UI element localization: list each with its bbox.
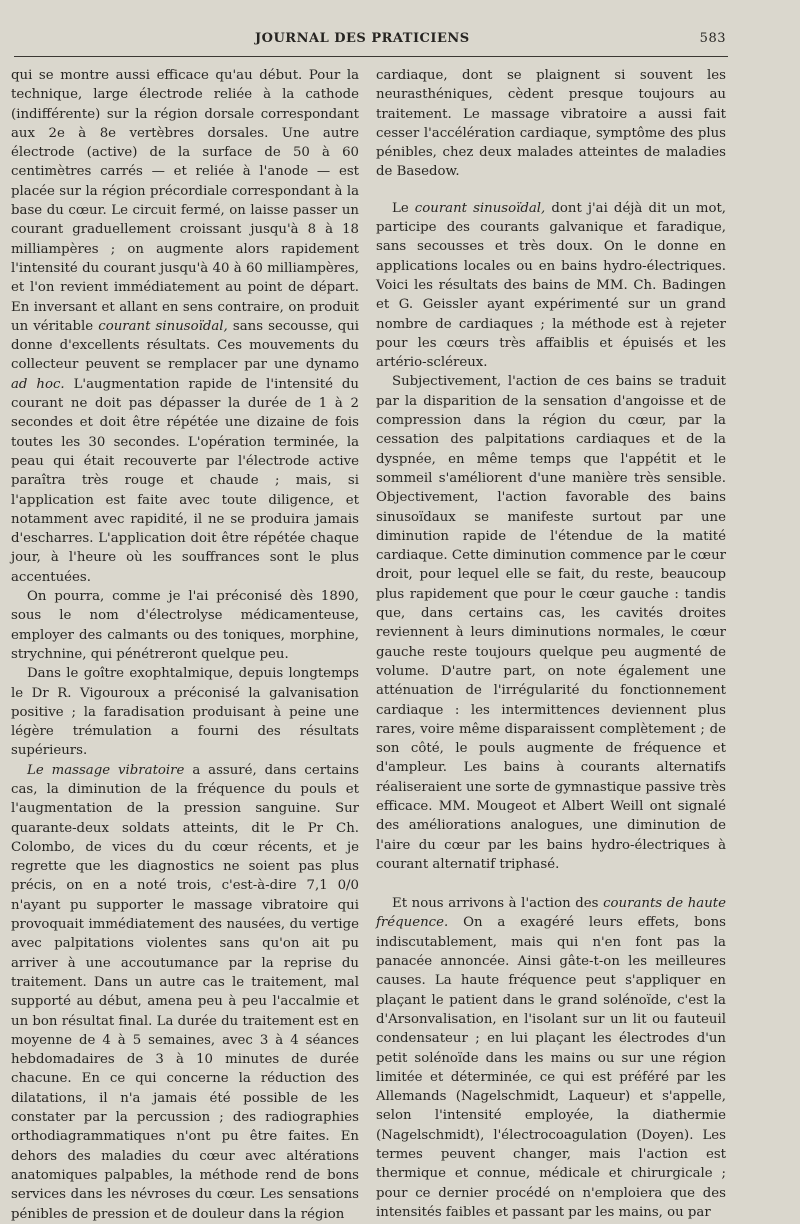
italic-term: courants de haute fréquence. (376, 896, 726, 931)
paragraph: Dans le goître exophtalmique, depuis longtemps le Dr R. Vigouroux a préconisé la galvanisation positive ; la faradisation produisant à peine une légère trémulation a fourni des résultats supérieurs. (11, 666, 359, 759)
paragraph: On pourra, comme je l'ai préconisé dès 1890, sous le nom d'électrolyse médicamenteuse, employer des calmants ou des toniques, morphine, strychnine, qui pénétreront quelque peu. (11, 589, 359, 662)
italic-term: courant sinusoïdal, (98, 318, 228, 334)
text-run: sans secousse, qui donne d'excellents résultats. Ces mouvements du collecteur peuvent se remplacer par une dynamo (11, 318, 360, 373)
text-run: a assuré, dans certains cas, la diminution de la fréquence du pouls et l'augmentation de la pression sanguine. Sur quarante-deux soldats atteints, dit le Pr Ch. Colombo, de vices du du cœur récents, et je regrette que les diagnostics ne soient pas plus précis, on en a noté trois, c'est-à-dire 7,1 0/0 n'ayant pu supporter le massage vibratoire qui provoquait immédiatement des nausées, du vertige avec palpitations violentes sans qu'on ait pu arriver à une accoutumance par la reprise du traitement. Dans un autre cas le traitement, mal supporté au début, amena peu à peu l'accalmie et un bon résultat final. La durée du traitement est en moyenne de 4 à 5 semaines, avec 3 à 4 séances hebdomadaires de 3 à 10 minutes de durée chacune. En ce qui concerne la réduction des dilatations, il n'a jamais été possible de les constater par la percussion ; des radiographies orthodiagrammatiques n'ont pu être faites. En dehors des maladies du cœur avec altérations anatomiques palpables, la méthode rend de bons services dans les névroses du cœur. Les sensations pénibles de pression et de douleur dans la région (11, 762, 359, 1222)
italic-term: Le massage vibratoire (27, 762, 185, 778)
paragraph (376, 894, 726, 1222)
text-run: qui se montre aussi efficace qu'au début. Pour la technique, large électrode reliée à la cathode (indifférente) sur la région dorsale correspondant aux 2e à 8e vertèbres dorsales. Une autre électrode (active) de la surface de 50 à 60 centimètres carrés — et reliée à l'anode — est placée sur la région précordiale correspondant à la base du cœur. Le circuit fermé, on laisse passer un courant graduellement croissant jusqu'à 8 à 18 milliampères ; on augmente alors rapidement l'intensité du courant jusqu'à 40 à 60 milliampères, et l'on revient immédiatement au point de départ. En inversant et allant en sens contraire, on produit un véritable (11, 68, 359, 334)
text-run: L'augmentation rapide de l'intensité du courant ne doit pas dépasser la durée de 1 à 2 secondes et doit être répétée une dizaine de fois toutes les 30 secondes. L'opération terminée, la peau qui était recouverte par l'électrode active paraîtra très rouge et chaude ; mais, si l'application est faite avec toute diligence, et notamment avec rapidité, il ne se produira jamais d'escharres. L'application doit être répétée chaque jour, à l'heure où les souffrances sont le plus accentuées. (11, 376, 359, 585)
paragraph (376, 199, 726, 373)
page-number: 583 (699, 31, 726, 46)
italic-term: courant sinusoïdal, (414, 200, 546, 216)
text-run: dont j'ai déjà dit un mot, participe des courants galvanique et faradique, sans secousses et très doux. On le donne en applications locales ou en bains hydro-électriques. Voici les résultats des bains de MM. Ch. Badingen et G. Geissler ayant expérimenté sur un grand nombre de cardiaques ; la méthode est à rejeter pour les cœurs très affaiblis et épuisés et les artério-scléreux. (376, 200, 727, 371)
paragraph: Subjectivement, l'action de ces bains se traduit par la disparition de la sensation d'angoisse et de compression dans la région du cœur, par la cessation des palpitations cardiaques et de la dyspnée, en même temps que l'appétit et le sommeil s'améliorent d'une manière très sensible. Objectivement, l'action favorable des bains sinusoïdaux se manifeste surtout par une diminution rapide de l'étendue de la matité cardiaque. Cette diminution commence par le cœur droit, pour lequel elle se fait, du reste, beaucoup plus rapidement que pour le cœur gauche : tandis que, dans certains cas, les cavités droites reviennent à leurs diminutions normales, le cœur gauche reste toujours quelque peu augmenté de volume. D'autre part, on note également une atténuation de l'irrégularité du fonctionnement cardiaque : les intermittences deviennent plus rares, voire même disparaissent complètement ; de son côté, le pouls augmente de fréquence et d'ampleur. Les bains à courants alternatifs réaliseraient une sorte de gymnastique passive très efficace. MM. Mougeot et Albert Weill ont signalé des améliorations analogues, une diminution de l'aire du cœur par les bains hydro-électriques à courant alternatif triphasé. (376, 374, 726, 872)
running-title: JOURNAL DES PRATICIENS (255, 31, 470, 46)
header-rule (14, 56, 728, 57)
right-column (376, 66, 726, 1222)
page-header (0, 31, 800, 53)
paragraph (11, 66, 359, 587)
text-run: Et nous arrivons à l'action des (392, 896, 599, 912)
text-run: On a exagéré leurs effets, bons indiscutablement, mais qui n'en font pas la panacée annoncée. Ainsi gâte-t-on les meilleures causes. La haute fréquence peut s'appliquer en plaçant le patient dans le grand solénoïde, c'est la d'Arsonvalisation, en l'isolant sur un lit ou fauteuil condensateur ; en lui plaçant les électrodes d'un petit solénoïde dans les mains ou sur une région limitée et déterminée, ce qui est préféré par les Allemands (Nagelschmidt, Laqueur) et s'appelle, selon l'intensité employée, la diathermie (Nagelschmidt), l'électrocoagulation (Doyen). Les termes peuvent changer, mais l'action est thermique et connue, médicale et chirurgicale ; pour ce dernier procédé on n'emploiera que des intensités faibles et passant par les mains, ou par (376, 915, 726, 1220)
paragraph: cardiaque, dont se plaignent si souvent les neurasthéniques, cèdent presque toujours au traitement. Le massage vibratoire a aussi fait cesser l'accélération cardiaque, symptôme des plus pénibles, chez deux malades atteintes de maladies de Basedow. (376, 68, 726, 180)
left-column (11, 66, 359, 1224)
italic-term: ad hoc. (11, 376, 65, 392)
paragraph (11, 761, 359, 1224)
text-run: Le (392, 200, 409, 216)
